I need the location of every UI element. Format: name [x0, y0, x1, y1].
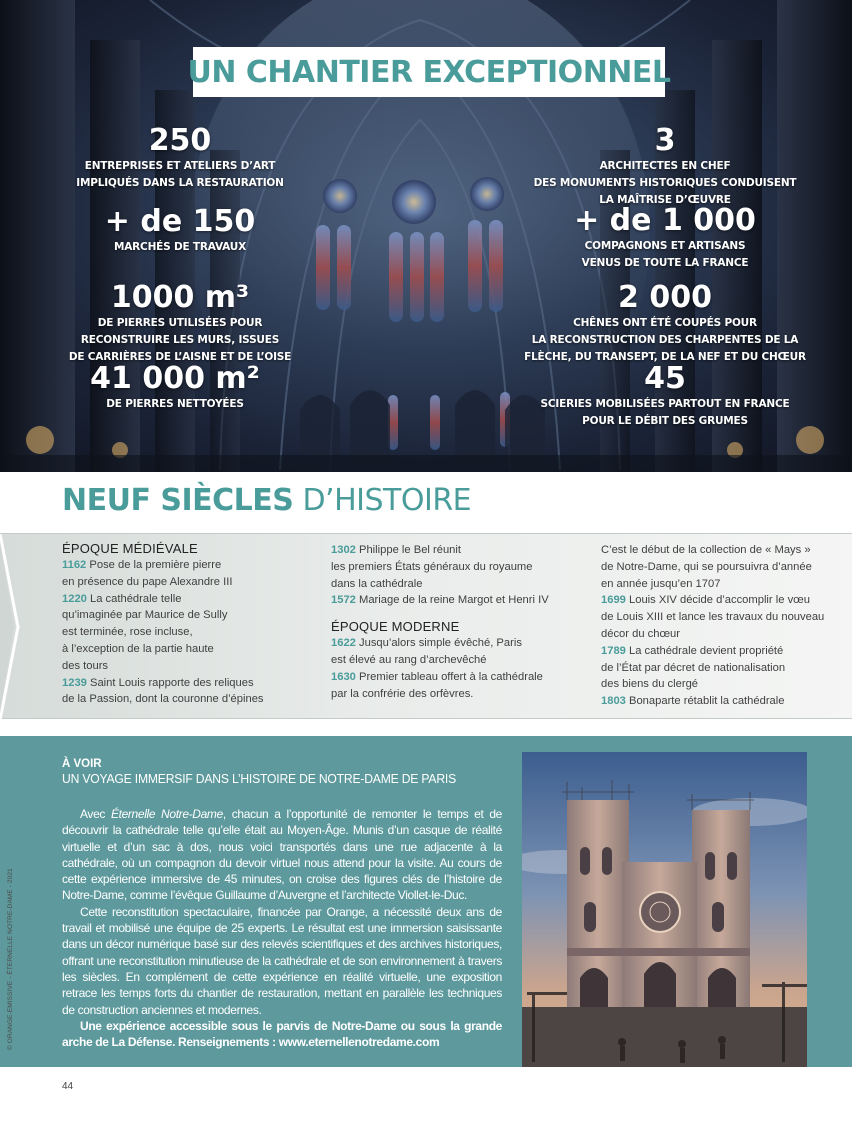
stat-number: 1000 m³ — [110, 280, 250, 315]
experience-title: Éternelle Notre-Dame — [110, 807, 223, 821]
stat-label: LA RECONSTRUCTION DES CHARPENTES DE LA — [531, 334, 799, 346]
stat-label: ARCHITECTES EN CHEF — [599, 160, 731, 172]
timeline-line: de Notre-Dame, qui se poursuivra d’année — [601, 560, 812, 573]
timeline-line: par la confrérie des orfèvres. — [331, 687, 474, 700]
timeline-line: C’est le début de la collection de « Mays » — [601, 544, 811, 556]
stat-nettoyees — [55, 362, 295, 413]
stat-label: VENUS DE TOUTE LA FRANCE — [581, 257, 749, 269]
hero-section — [0, 0, 852, 472]
stat-number: + de 150 — [104, 204, 256, 239]
stat-entreprises — [60, 124, 300, 192]
history-title — [62, 484, 471, 518]
stat-number: 2 000 — [618, 280, 712, 315]
stat-label: DE PIERRES NETTOYÉES — [106, 398, 244, 410]
timeline-line: 1699 Louis XIV décide d’accomplir le vœu — [601, 594, 810, 607]
timeline-line: en année jusqu’en 1707 — [601, 577, 721, 590]
timeline-line: les premiers États généraux du royaume — [331, 560, 533, 573]
stat-label: DES MONUMENTS HISTORIQUES CONDUISENT — [533, 177, 797, 189]
voir-paragraph-1: Avec Éternelle Notre-Dame, chacun a l’opportunité de remonter le temps et de découvrir la cathédrale telle qu’elle était au Moyen-Âge. Munis d’un casque de réalité virtuelle et d’un sac à dos, nous voici transportés dans une rue adjacente à la cathédrale, où un compagnon du devoir virtuel nous attend pour la visite. Au cours de cette expérience immersive de 45 minutes, on croise des figures clés de l’histoire de Notre-Dame, comme l’évêque Guillaume d’Auvergne et l’architecte Viollet-le-Duc. — [62, 807, 503, 903]
timeline-line: dans la cathédrale — [331, 577, 423, 590]
timeline-line: 1803 Bonaparte rétablit la cathédrale — [601, 695, 785, 708]
stat-number: 3 — [654, 123, 676, 158]
voir-paragraph-3: Une expérience accessible sous le parvis de Notre-Dame ou sous la grande arche de La Défense. Renseignements : www.eternellenotredame.com — [62, 1018, 502, 1050]
stat-label: SCIERIES MOBILISÉES PARTOUT EN FRANCE — [540, 398, 790, 410]
stat-pierres — [55, 281, 305, 366]
timeline-line: 1162 Pose de la première pierre — [62, 559, 222, 571]
timeline-line: est terminée, rose incluse, — [62, 626, 193, 639]
voir-title: UN VOYAGE IMMERSIF DANS L’HISTOIRE DE NOTRE-DAME DE PARIS — [62, 771, 456, 786]
history-title-bold: NEUF SIÈCLES — [62, 483, 294, 518]
stat-marches — [60, 205, 300, 256]
stat-number: 45 — [644, 361, 686, 396]
stat-label: COMPAGNONS ET ARTISANS — [584, 240, 746, 252]
timeline-line: décor du chœur — [601, 627, 680, 640]
timeline-line: 1239 Saint Louis rapporte des reliques — [62, 676, 254, 689]
stat-label: DE CARRIÈRES DE L’AISNE ET DE L’OISE — [68, 351, 292, 363]
timeline-line: 1630 Premier tableau offert à la cathédrale — [331, 670, 543, 683]
voir-tag: À VOIR — [62, 758, 102, 770]
stat-scieries — [520, 362, 810, 430]
timeline-line: des biens du clergé — [601, 678, 699, 691]
timeline-line: 1302 Philippe le Bel réunit — [331, 544, 461, 556]
timeline-line: des tours — [62, 659, 109, 672]
timeline-line: 1789 La cathédrale devient propriété — [601, 644, 784, 657]
stat-label: MARCHÉS DE TRAVAUX — [114, 241, 246, 253]
stat-label: IMPLIQUÉS DANS LA RESTAURATION — [76, 177, 284, 189]
voir-article — [62, 806, 502, 1050]
timeline-col2 — [331, 542, 549, 702]
stat-label: LA MAÎTRISE D’ŒUVRE — [599, 194, 731, 206]
timeline-line: de Louis XIII et lance les travaux du nouveau — [601, 611, 825, 624]
stat-architectes — [520, 124, 810, 209]
stat-compagnons — [520, 204, 810, 272]
stat-number: 41 000 m² — [90, 361, 260, 396]
hero-title: UN CHANTIER EXCEPTIONNEL — [193, 47, 665, 97]
timeline-line: de la Passion, dont la couronne d’épines — [62, 693, 264, 706]
photo-credit: © ORANGE-EMISSIVE - ÉTERNELLE NOTRE-DAME - 2021 — [7, 868, 14, 1050]
stat-label: FLÈCHE, DU TRANSEPT, DE LA NEF ET DU CHŒUR — [524, 351, 806, 363]
timeline-col3 — [601, 542, 824, 710]
timeline-heading: ÉPOQUE MÉDIÉVALE — [62, 541, 198, 556]
notre-dame-facade-image — [522, 752, 807, 1067]
stat-number: 250 — [148, 123, 212, 158]
stat-label: ENTREPRISES ET ATELIERS D’ART — [84, 160, 276, 172]
voir-paragraph-2: Cette reconstitution spectaculaire, financée par Orange, a nécessité deux ans de travail et mobilisé une équipe de 25 experts. Le résultat est une immersion saisissante dans un décor numérique basé sur des relevés scientifiques et des archives historiques, offrant une reconstitution minutieuse de la cathédrale et de son environnement à travers les siècles. En complément de cette expérience en réalité virtuelle, une exposition retrace les temps forts du chantier de restauration, mettant en parallèle les techniques de construction anciennes et modernes. — [62, 904, 502, 1017]
timeline-line: en présence du pape Alexandre III — [62, 575, 233, 588]
stat-chenes — [510, 281, 820, 366]
stat-label: DE PIERRES UTILISÉES POUR — [97, 317, 263, 329]
timeline-heading: ÉPOQUE MODERNE — [331, 619, 460, 635]
stat-label: RECONSTRUIRE LES MURS, ISSUES — [80, 334, 280, 346]
history-title-light: D’HISTOIRE — [293, 483, 472, 518]
stat-label: CHÊNES ONT ÉTÉ COUPÉS POUR — [573, 317, 757, 329]
timeline-line: qu’imaginée par Maurice de Sully — [62, 609, 228, 622]
timeline-line: de l’État par décret de nationalisation — [601, 661, 786, 674]
timeline-medieval — [62, 540, 264, 708]
cathedral-facade-illustration — [522, 752, 807, 1067]
timeline-line: 1220 La cathédrale telle — [62, 592, 182, 605]
stat-label: POUR LE DÉBIT DES GRUMES — [582, 415, 748, 427]
timeline-line: 1572 Mariage de la reine Margot et Henri IV — [331, 594, 549, 607]
page-number: 44 — [62, 1081, 74, 1092]
stat-number: + de 1 000 — [574, 203, 756, 238]
timeline-line: 1622 Jusqu’alors simple évêché, Paris — [331, 637, 522, 650]
timeline-line: est élevé au rang d’archevêché — [331, 653, 487, 666]
timeline-line: à l’exception de la partie haute — [62, 642, 214, 655]
